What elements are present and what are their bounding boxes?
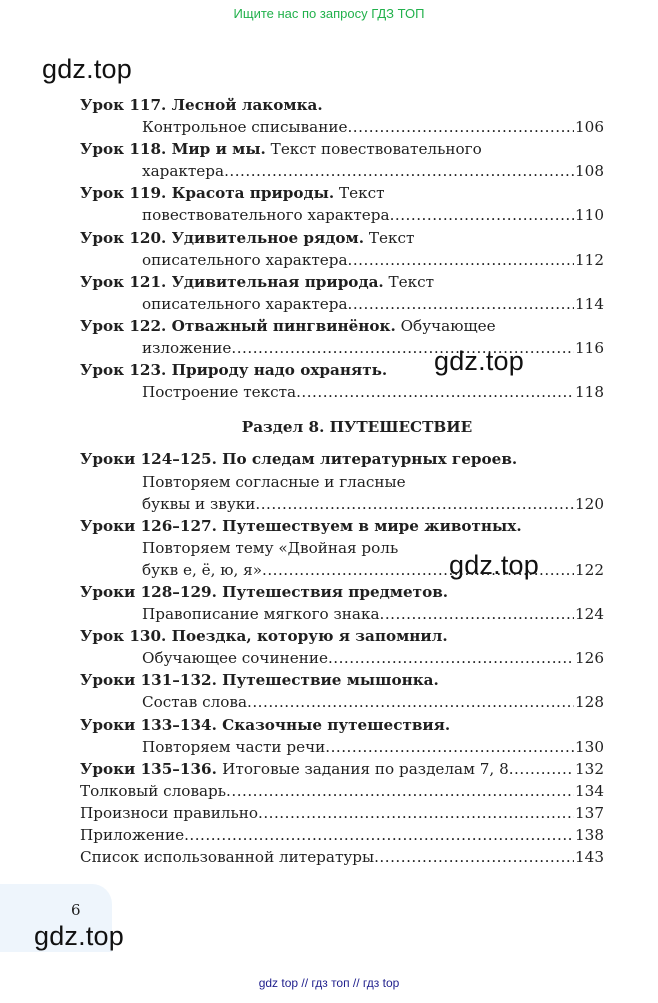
toc-row <box>80 138 604 160</box>
toc-entry: Произноси правильно <box>80 803 258 822</box>
page-ref: 128 <box>575 693 604 712</box>
toc-row <box>80 337 604 359</box>
dot-leader <box>247 691 574 713</box>
dot-leader <box>262 559 574 581</box>
toc-row <box>80 669 604 691</box>
lesson-title: Удивительное рядом. <box>171 228 364 247</box>
page-ref: 134 <box>575 781 604 800</box>
toc-row <box>80 160 604 182</box>
lesson-number: Уроки 133–134. <box>80 715 223 734</box>
toc-row <box>80 581 604 603</box>
dot-leader <box>348 293 574 315</box>
page-ref: 114 <box>575 294 604 313</box>
lesson-subtitle: Контрольное списывание <box>142 118 348 137</box>
lesson-number: Урок 121. <box>80 272 172 291</box>
watermark: gdz.top <box>42 54 132 84</box>
toc-row <box>80 381 604 403</box>
dot-leader <box>258 802 574 824</box>
lesson-title: По следам литературных героев. <box>222 450 518 469</box>
page-ref: 124 <box>575 605 604 624</box>
page-ref: 116 <box>575 339 604 358</box>
page-ref: 138 <box>575 826 604 844</box>
lesson-title: Путешествия предметов. <box>222 582 449 601</box>
page-ref: 110 <box>575 206 604 225</box>
lesson-subtitle: буквы и звуки <box>142 494 256 513</box>
toc-row <box>80 249 604 271</box>
lesson-subtitle: характера <box>142 162 225 181</box>
watermark: gdz.top <box>434 346 524 376</box>
page-ref: 120 <box>575 494 604 513</box>
lesson-subtitle: Повторяем части речи <box>142 737 326 756</box>
toc-row <box>80 758 604 780</box>
lesson-title: Отважный пингвинёнок. <box>171 316 396 335</box>
lesson-title: Поездка, которую я запомнил. <box>171 627 448 646</box>
toc-part-1 <box>80 94 604 403</box>
dot-leader <box>296 381 574 403</box>
section-title: Раздел 8. ПУТЕШЕСТВИЕ <box>241 418 473 437</box>
dot-leader <box>509 758 574 780</box>
dot-leader <box>231 337 574 359</box>
dot-leader <box>380 603 574 625</box>
page-ref: 118 <box>575 383 604 402</box>
lesson-subtitle: описательного характера <box>142 294 348 313</box>
dot-leader <box>325 736 574 758</box>
toc-entry: Толковый словарь <box>80 781 227 800</box>
dot-leader <box>348 249 574 271</box>
toc-row <box>80 515 604 537</box>
toc-row <box>80 647 604 669</box>
dot-leader <box>226 780 574 802</box>
page-ref: 130 <box>575 737 604 756</box>
lesson-subtitle: Обучающее сочинение <box>142 649 328 668</box>
lesson-number: Урок 123. <box>80 361 172 380</box>
dot-leader <box>184 824 574 846</box>
lesson-title: Удивительная природа. <box>171 272 384 291</box>
toc-row <box>80 714 604 736</box>
lesson-description: Итоговые задания по разделам 7, 8 <box>222 759 509 778</box>
lesson-title: Путешествие мышонка. <box>222 671 439 690</box>
lesson-number: Урок 117. <box>80 96 172 114</box>
toc-part-2 <box>80 448 604 868</box>
lesson-number: Урок 130. <box>80 627 172 646</box>
dot-leader <box>224 160 574 182</box>
lesson-description: Текст <box>334 184 385 203</box>
lesson-title: Красота природы. <box>171 184 335 203</box>
lesson-subtitle: Повторяем тему «Двойная роль <box>142 538 399 557</box>
lesson-title: Мир и мы. <box>171 140 266 159</box>
toc-row <box>80 182 604 204</box>
lesson-number: Уроки 126–127. <box>80 516 223 535</box>
lesson-number: Уроки 124–125. <box>80 450 223 469</box>
toc-row <box>80 691 604 713</box>
toc-row <box>80 603 604 625</box>
toc-row <box>80 359 604 381</box>
lesson-subtitle: повествовательного характера <box>142 206 390 225</box>
dot-leader <box>390 204 574 226</box>
toc-row <box>80 493 604 515</box>
watermark: gdz.top <box>449 550 539 580</box>
lesson-subtitle: Состав слова <box>142 693 248 712</box>
toc-row <box>80 846 604 868</box>
lesson-number: Уроки 131–132. <box>80 671 223 690</box>
toc-row <box>80 559 604 581</box>
lesson-title: Природу надо охранять. <box>171 361 388 380</box>
lesson-subtitle: изложение <box>142 339 232 358</box>
lesson-description: Текст <box>383 272 435 291</box>
toc-row <box>80 271 604 293</box>
toc-entry: Список использованной литературы <box>80 848 375 867</box>
lesson-title: Лесной лакомка. <box>171 96 323 114</box>
toc-row <box>80 736 604 758</box>
lesson-subtitle: описательного характера <box>142 250 348 269</box>
page-ref: 132 <box>575 759 604 778</box>
dot-leader <box>347 116 574 138</box>
lesson-number: Урок 119. <box>80 184 172 203</box>
page-ref: 137 <box>575 803 604 822</box>
table-of-contents <box>80 94 604 868</box>
lesson-subtitle: Правописание мягкого знака <box>142 605 380 624</box>
lesson-title: Путешествуем в мире животных. <box>222 516 522 535</box>
lesson-description: Текст повествовательного <box>265 140 482 159</box>
toc-row <box>80 802 604 824</box>
lesson-number: Урок 118. <box>80 140 172 159</box>
toc-row <box>80 315 604 337</box>
page-ref: 126 <box>575 649 604 668</box>
watermark: gdz.top <box>34 921 124 951</box>
toc-row <box>80 625 604 647</box>
dot-leader <box>328 647 574 669</box>
page-ref: 143 <box>575 848 604 867</box>
lesson-number: Уроки 128–129. <box>80 582 223 601</box>
lesson-subtitle: букв е, ё, ю, я» <box>142 560 262 579</box>
lesson-number: Урок 120. <box>80 228 172 247</box>
toc-row <box>80 780 604 802</box>
toc-row <box>80 227 604 249</box>
page-ref: 108 <box>575 162 604 181</box>
toc-row <box>80 448 604 470</box>
lesson-number: Урок 122. <box>80 316 172 335</box>
toc-row <box>80 293 604 315</box>
page-ref: 112 <box>575 250 604 269</box>
toc-row <box>80 116 604 138</box>
lesson-subtitle: Повторяем согласные и гласные <box>142 472 406 491</box>
lesson-title: Сказочные путешествия. <box>222 715 451 734</box>
lesson-description: Обучающее <box>395 316 496 335</box>
page-ref: 106 <box>575 118 604 137</box>
toc-row <box>80 824 604 846</box>
toc-entry: Приложение <box>80 826 185 844</box>
footer-links[interactable]: gdz top // гдз топ // гдз top <box>258 976 400 990</box>
lesson-description: Текст <box>364 228 415 247</box>
toc-row <box>80 204 604 226</box>
lesson-number: Уроки 135–136. <box>80 759 223 778</box>
top-banner[interactable]: Ищите нас по запросу ГДЗ ТОП <box>233 6 425 21</box>
page-ref: 122 <box>575 560 604 579</box>
toc-row <box>80 537 604 559</box>
dot-leader <box>255 493 574 515</box>
page-number: 6 <box>71 901 81 919</box>
lesson-subtitle: Построение текста <box>142 383 297 402</box>
dot-leader <box>374 846 574 868</box>
toc-row <box>80 94 604 116</box>
toc-row <box>80 471 604 493</box>
